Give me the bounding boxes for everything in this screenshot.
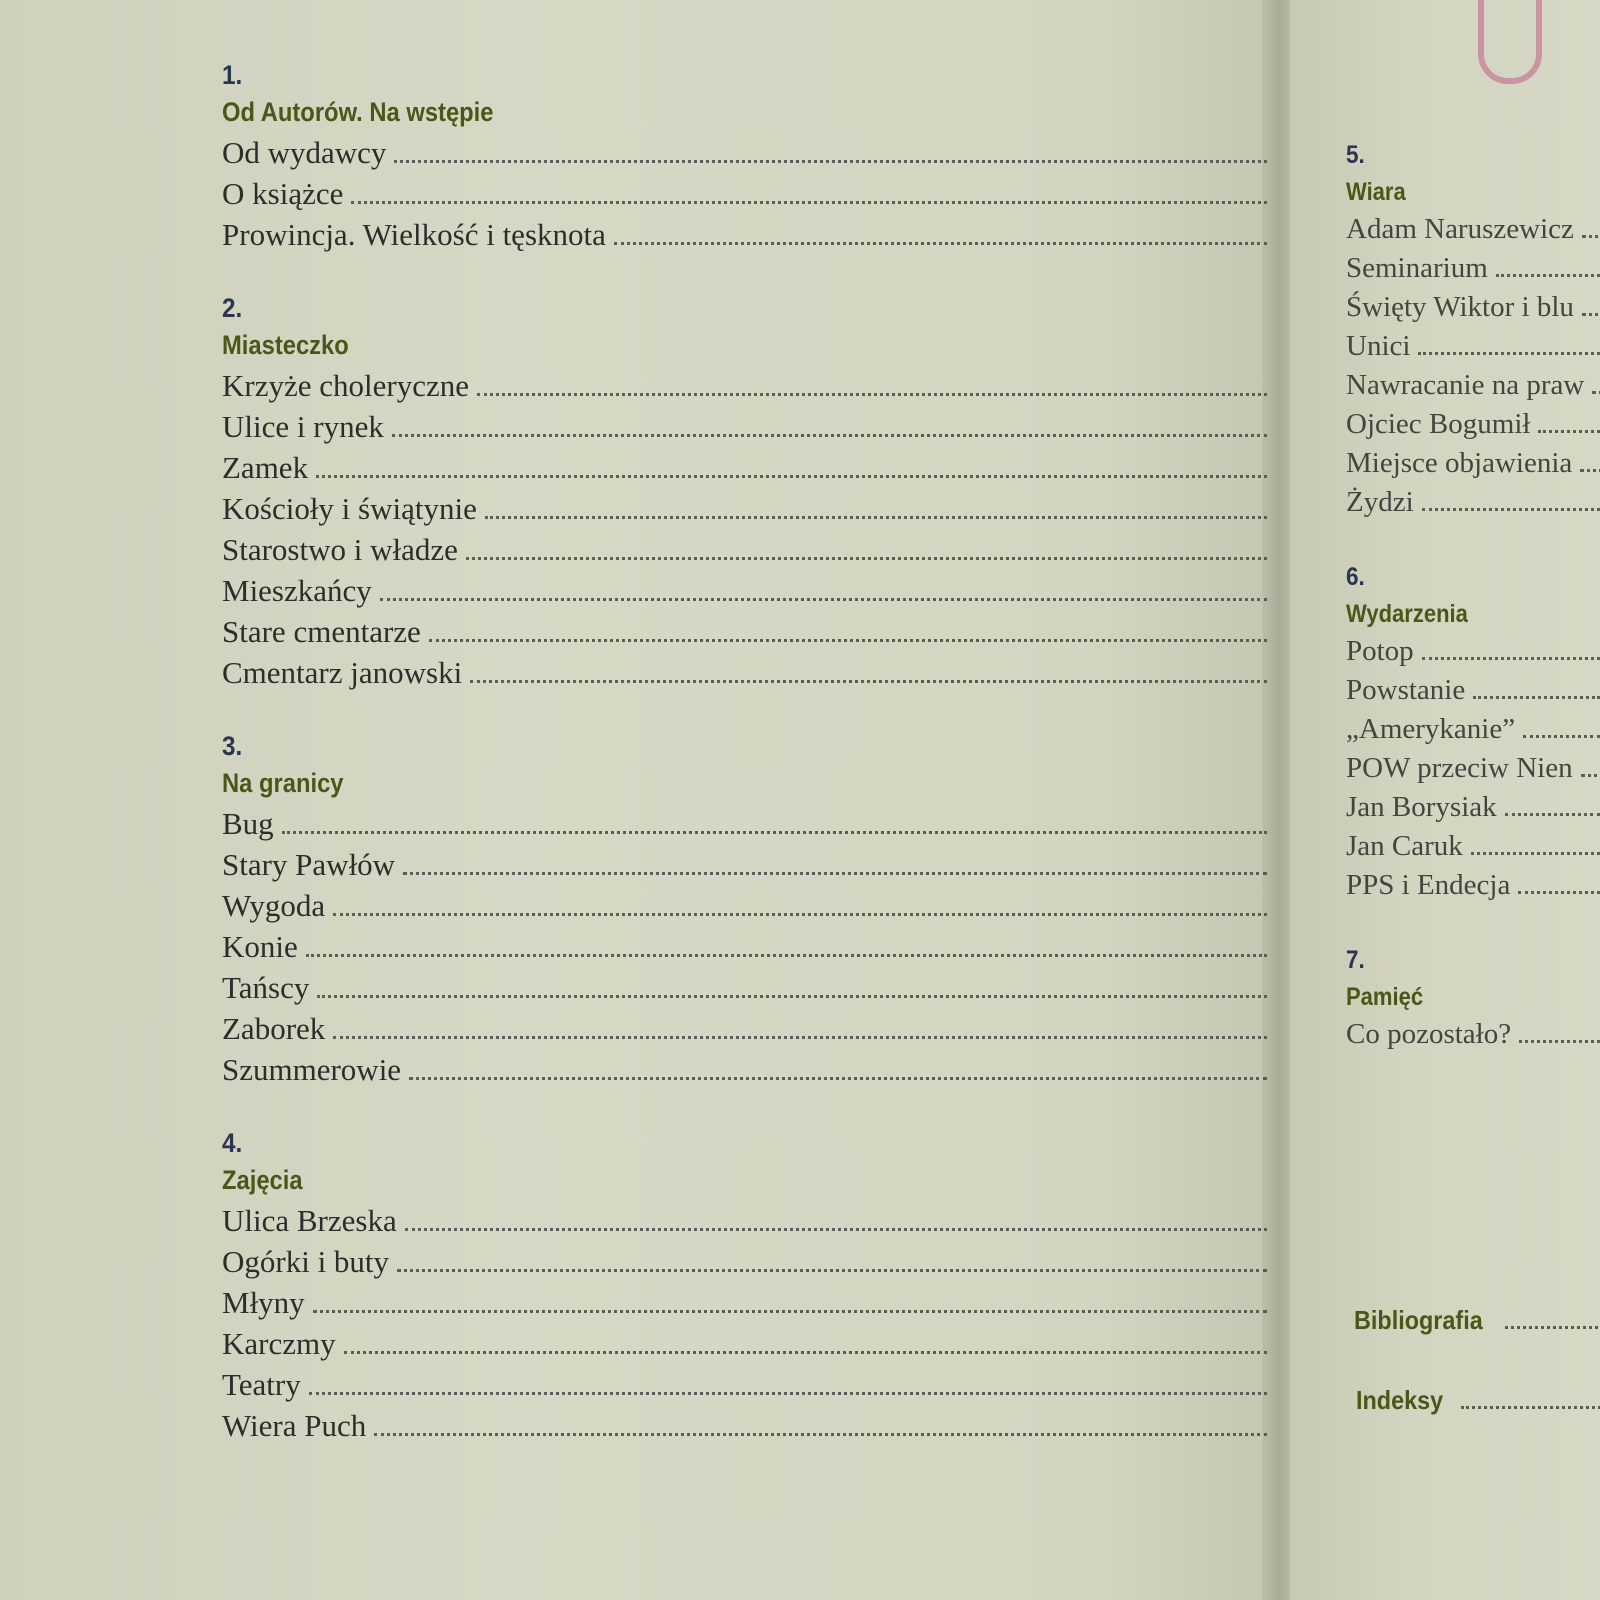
dot-leader	[485, 516, 1267, 519]
toc-entry	[222, 214, 1267, 255]
toc-entry	[1346, 288, 1600, 327]
dot-leader	[409, 1077, 1267, 1080]
section-title: Pamięć	[1346, 983, 1424, 1011]
toc-entry	[1346, 483, 1600, 522]
toc-entry	[1346, 866, 1600, 905]
toc-entry-label: Święty Wiktor i blu	[1346, 291, 1574, 323]
section-title: Miasteczko	[222, 330, 349, 360]
dot-leader	[1505, 1326, 1600, 1329]
toc-entry	[1346, 210, 1600, 249]
toc-entry-label: Kościoły i świątynie	[222, 491, 477, 526]
section-title: Wydarzenia	[1346, 600, 1468, 628]
toc-entry-label: Bug	[222, 806, 274, 841]
toc-entry	[222, 570, 1267, 611]
dot-leader	[1518, 891, 1600, 894]
toc-entry	[222, 1282, 1267, 1323]
dot-leader	[313, 1310, 1267, 1313]
toc-entry-label: Co pozostało?	[1346, 1018, 1512, 1050]
toc-entry-label: Ojciec Bogumił	[1346, 408, 1531, 440]
toc-entry-label: PPS i Endecja	[1346, 869, 1511, 901]
toc-entry	[222, 488, 1267, 529]
dot-leader	[1471, 852, 1600, 855]
toc-entry-label: Stare cmentarze	[222, 614, 421, 649]
toc-entry-label: Nawracanie na praw	[1346, 369, 1585, 401]
toc-entry-label: Karczmy	[222, 1326, 336, 1361]
dot-leader	[614, 242, 1267, 245]
toc-entry-label: Wiera Puch	[222, 1408, 367, 1443]
dot-leader	[1519, 1040, 1600, 1043]
toc-entry-label: Szummerowie	[222, 1052, 402, 1087]
toc-entry	[222, 447, 1267, 488]
section-number: 7.	[1346, 946, 1365, 974]
toc-entry	[1346, 327, 1600, 366]
dot-leader	[477, 393, 1267, 396]
toc-entry	[222, 1323, 1267, 1364]
dot-leader	[306, 954, 1267, 957]
toc-entry-label: Ogórki i buty	[222, 1244, 390, 1279]
dot-leader	[429, 639, 1267, 642]
toc-entry	[222, 365, 1267, 406]
toc-entry	[1346, 710, 1600, 749]
toc-section	[222, 291, 1267, 693]
toc-entry-label: Starostwo i władze	[222, 532, 458, 567]
toc-entry-label: Unici	[1346, 330, 1411, 362]
toc-entry-label: Żydzi	[1346, 486, 1414, 518]
dot-leader	[316, 475, 1267, 478]
dot-leader	[309, 1392, 1267, 1395]
dot-leader	[1538, 430, 1600, 433]
toc-entry-label: Adam Naruszewicz	[1346, 213, 1574, 245]
toc-entry-label: O książce	[222, 176, 344, 211]
toc-right-column	[1346, 138, 1600, 1092]
toc-entry	[1346, 749, 1600, 788]
dot-leader	[1422, 657, 1600, 660]
toc-entry	[222, 1364, 1267, 1405]
toc-entry-label: Stary Pawłów	[222, 847, 396, 882]
dot-leader	[1580, 469, 1600, 472]
toc-entry-label: Miejsce objawienia	[1346, 447, 1573, 479]
toc-entry	[1346, 444, 1600, 483]
toc-entry-label: Zamek	[222, 450, 309, 485]
section-number: 3.	[222, 731, 243, 761]
toc-entry-label: Tańscy	[222, 970, 310, 1005]
dot-leader	[374, 1433, 1267, 1436]
toc-entry	[222, 1200, 1267, 1241]
toc-entry-label: Teatry	[222, 1367, 301, 1402]
toc-entry-label: Wygoda	[222, 888, 326, 923]
dot-leader	[1496, 274, 1600, 277]
toc-entry-label: POW przeciw Nien	[1346, 752, 1573, 784]
dot-leader	[1582, 313, 1600, 316]
toc-entry-label: Mieszkańcy	[222, 573, 372, 608]
section-number: 6.	[1346, 563, 1365, 591]
dot-leader	[1422, 508, 1600, 511]
dot-leader	[466, 557, 1267, 560]
toc-entry	[1346, 249, 1600, 288]
dot-leader	[1523, 735, 1600, 738]
toc-entry	[222, 967, 1267, 1008]
toc-section	[1346, 560, 1600, 905]
toc-entry	[222, 926, 1267, 967]
dot-leader	[333, 913, 1267, 916]
toc-entry	[222, 1241, 1267, 1282]
toc-section	[1346, 138, 1600, 522]
dot-leader	[394, 160, 1267, 163]
toc-entry	[1346, 671, 1600, 710]
section-number: 4.	[222, 1128, 243, 1158]
dot-leader	[403, 872, 1267, 875]
toc-entry-label: Ulice i rynek	[222, 409, 384, 444]
dot-leader	[1582, 235, 1600, 238]
dot-leader	[1461, 1406, 1600, 1409]
toc-section	[222, 58, 1267, 255]
toc-entry	[222, 803, 1267, 844]
toc-section	[222, 729, 1267, 1090]
dot-leader	[1592, 391, 1600, 394]
dot-leader	[317, 995, 1267, 998]
toc-section	[222, 1126, 1267, 1446]
toc-entry	[222, 652, 1267, 693]
dot-leader	[380, 598, 1267, 601]
dot-leader	[344, 1351, 1267, 1354]
dot-leader	[282, 831, 1267, 834]
toc-entry-label: Młyny	[222, 1285, 305, 1320]
dot-leader	[470, 680, 1267, 683]
toc-entry-label: Powstanie	[1346, 674, 1466, 706]
index-label: Indeksy	[1356, 1385, 1444, 1415]
toc-index	[1356, 1380, 1600, 1420]
toc-entry-label: Krzyże choleryczne	[222, 368, 469, 403]
toc-entry	[222, 529, 1267, 570]
section-number: 1.	[222, 60, 243, 90]
toc-bibliography	[1354, 1300, 1600, 1340]
dot-leader	[351, 201, 1267, 204]
toc-entry	[222, 173, 1267, 214]
toc-entry	[1346, 366, 1600, 405]
toc-section	[1346, 943, 1600, 1054]
toc-entry	[1346, 827, 1600, 866]
section-number: 5.	[1346, 141, 1365, 169]
toc-entry	[222, 611, 1267, 652]
toc-entry	[222, 1008, 1267, 1049]
toc-entry-label: Jan Borysiak	[1346, 791, 1497, 823]
dot-leader	[1581, 774, 1600, 777]
toc-entry-label: Cmentarz janowski	[222, 655, 463, 690]
dot-leader	[333, 1036, 1267, 1039]
toc-entry-label: Jan Caruk	[1346, 830, 1463, 862]
dot-leader	[1418, 352, 1600, 355]
toc-entry-label: Seminarium	[1346, 252, 1488, 284]
toc-entry	[1346, 632, 1600, 671]
dot-leader	[392, 434, 1267, 437]
toc-entry-label: Potop	[1346, 635, 1414, 667]
pen-mark-scribble	[1478, 0, 1542, 84]
toc-entry-label: Prowincja. Wielkość i tęsknota	[222, 217, 606, 252]
toc-entry-label: Konie	[222, 929, 298, 964]
section-title: Na granicy	[222, 768, 344, 798]
section-title: Wiara	[1346, 178, 1406, 206]
toc-entry	[1346, 405, 1600, 444]
section-title: Od Autorów. Na wstępie	[222, 97, 494, 127]
section-number: 2.	[222, 293, 243, 323]
toc-entry	[1346, 788, 1600, 827]
toc-entry	[222, 1405, 1267, 1446]
toc-entry	[222, 406, 1267, 447]
toc-entry	[222, 885, 1267, 926]
dot-leader	[405, 1228, 1267, 1231]
toc-entry-label: Ulica Brzeska	[222, 1203, 397, 1238]
toc-entry-label: Od wydawcy	[222, 135, 387, 170]
dot-leader	[1473, 696, 1600, 699]
toc-entry	[1346, 1015, 1600, 1054]
toc-entry	[222, 844, 1267, 885]
toc-entry	[222, 132, 1267, 173]
toc-entry-label: „Amerykanie”	[1346, 713, 1516, 745]
section-title: Zajęcia	[222, 1165, 303, 1195]
bibliography-label: Bibliografia	[1354, 1305, 1483, 1335]
dot-leader	[1505, 813, 1600, 816]
toc-entry	[222, 1049, 1267, 1090]
toc-entry-label: Zaborek	[222, 1011, 326, 1046]
toc-left-column	[222, 58, 1267, 1482]
dot-leader	[397, 1269, 1267, 1272]
